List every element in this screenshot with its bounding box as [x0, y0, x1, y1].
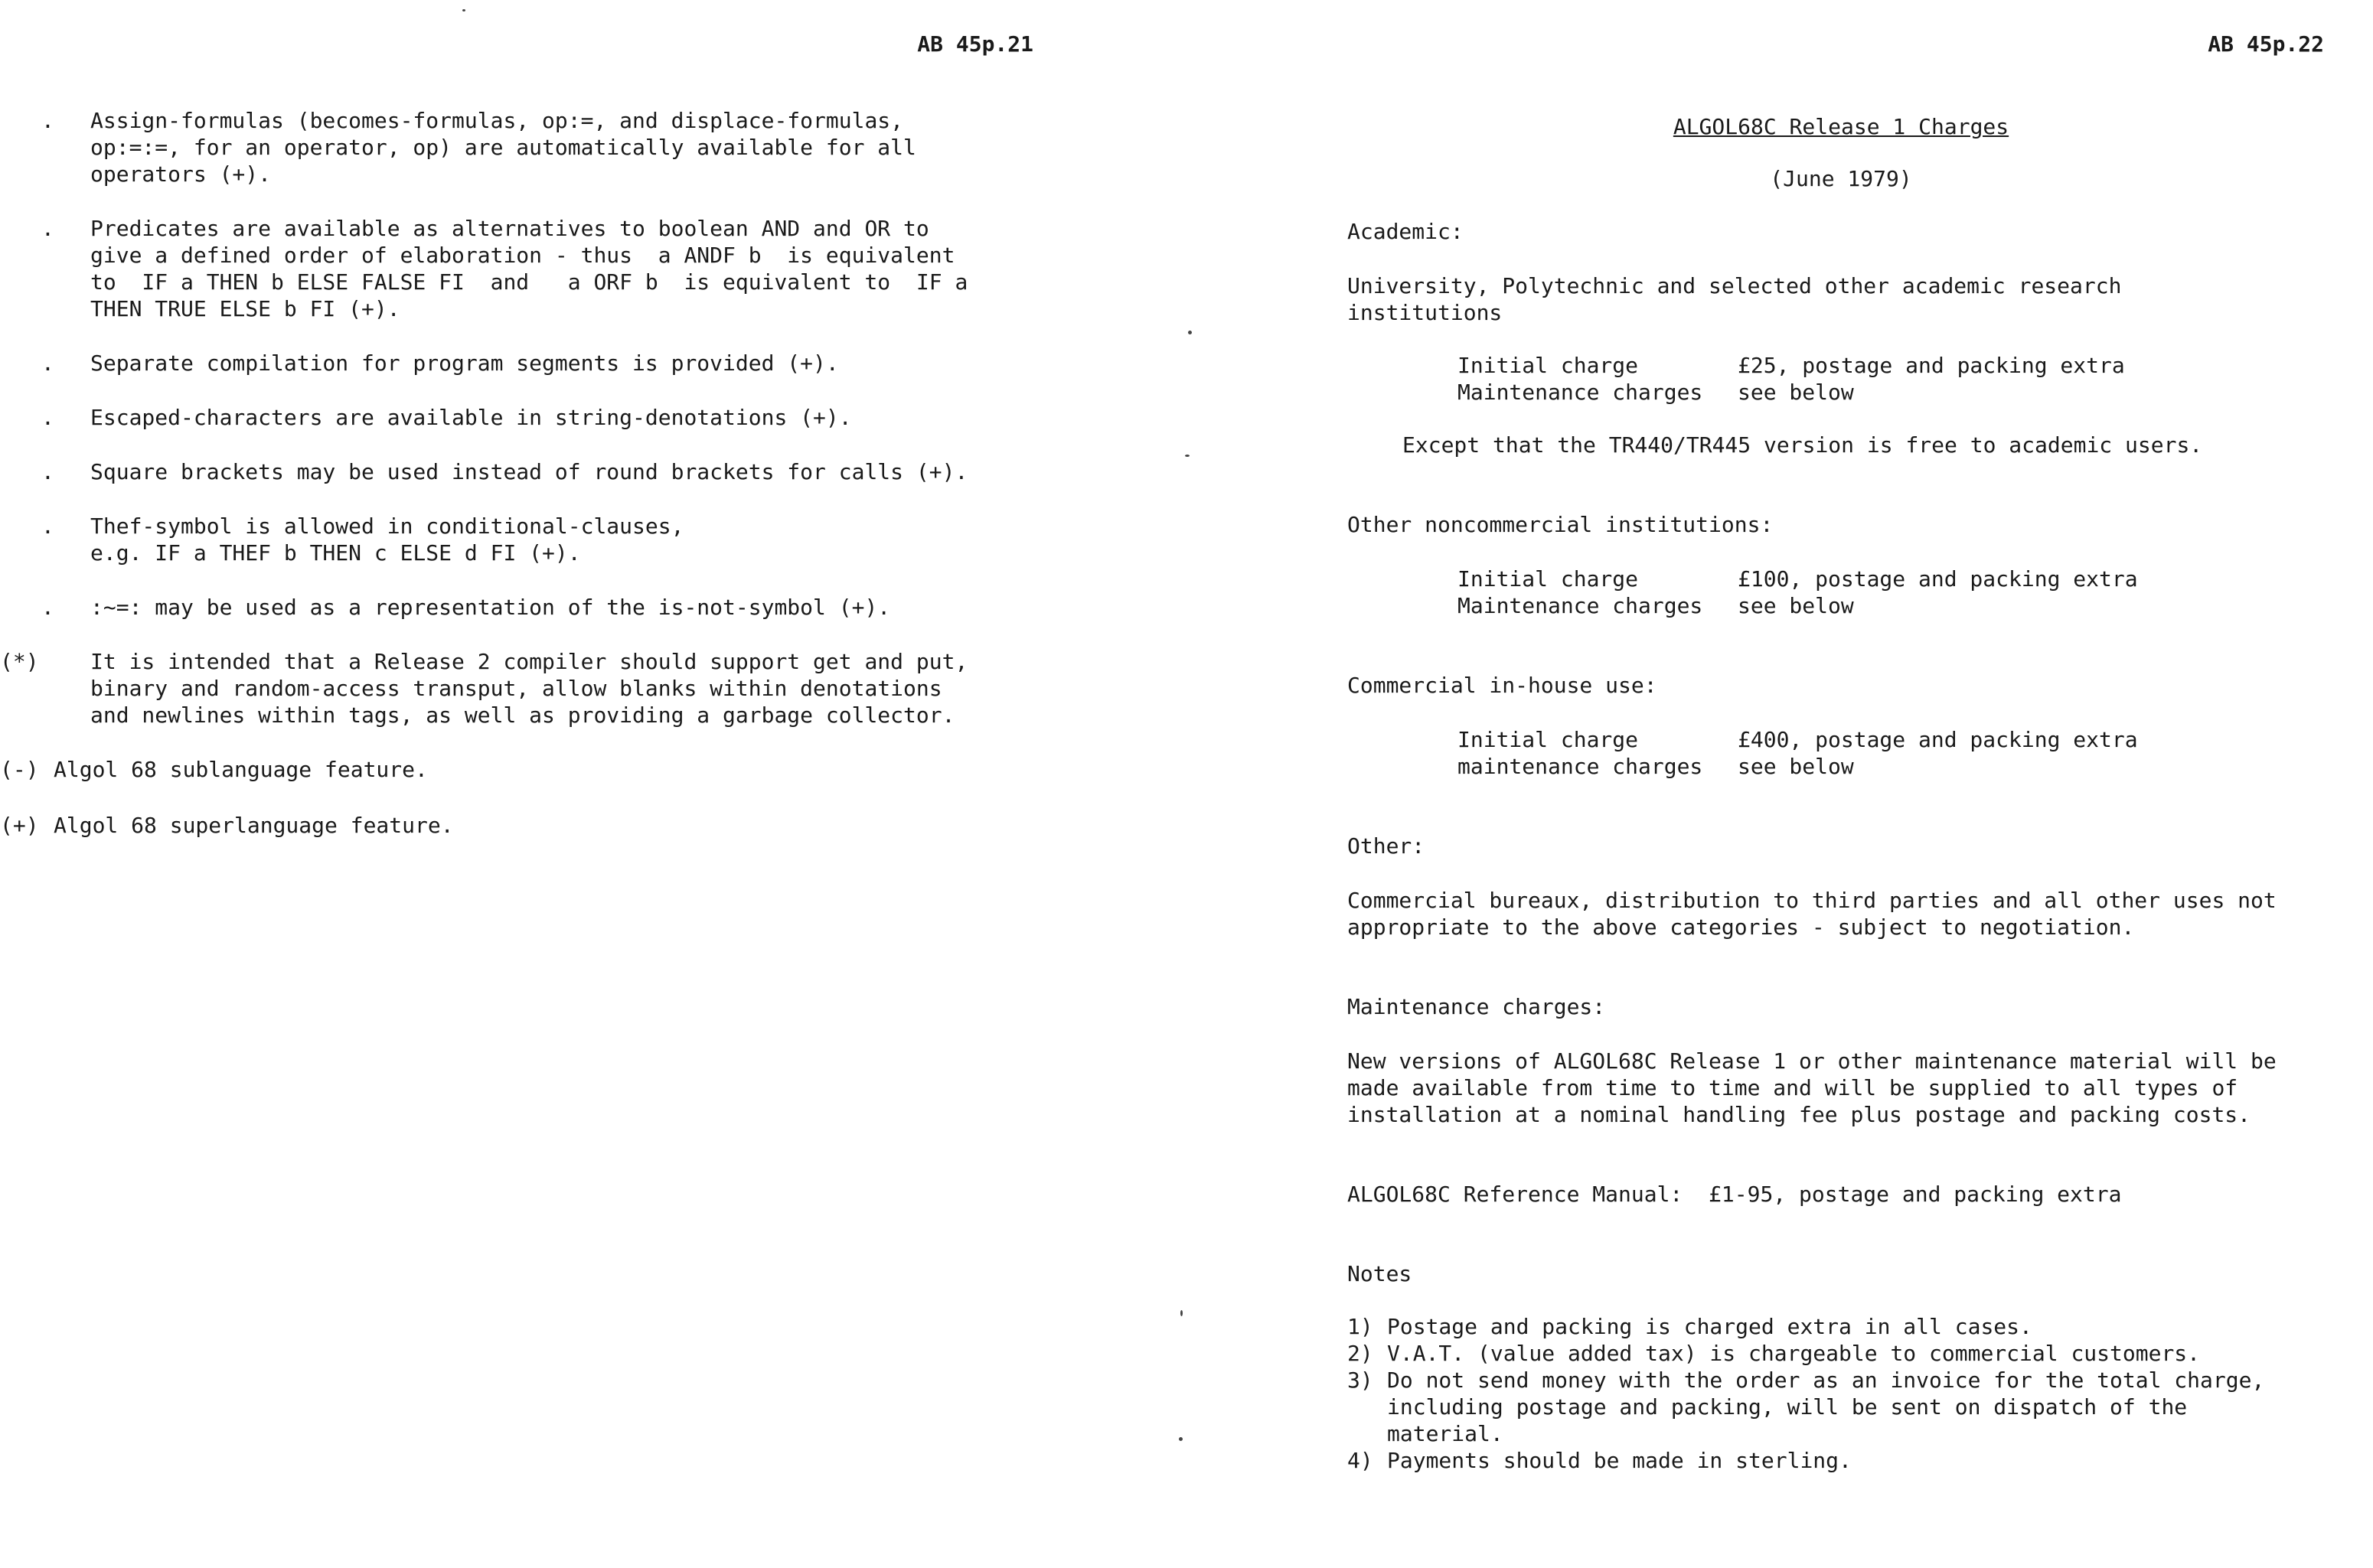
commercial-charges [1457, 726, 2335, 780]
noncommercial-charges [1457, 566, 2335, 619]
list-item [34, 350, 1029, 377]
academic-charges [1457, 352, 2335, 406]
initial-charge-value: £25, postage and packing extra [1738, 353, 2125, 378]
list-item [1347, 1313, 2335, 1340]
academic-heading: Academic: [1347, 219, 1464, 244]
notes-heading: Notes [1347, 1261, 1412, 1286]
list-item-text: Escaped-characters are available in string-denotations (+). [90, 405, 852, 430]
list-item [34, 458, 1029, 485]
maintenance-charge-value: see below [1738, 380, 1854, 405]
note-text: V.A.T. (value added tax) is chargeable to commercial customers. [1387, 1341, 2201, 1366]
reference-manual-price: ALGOL68C Reference Manual: £1-95, postage and packing extra [1347, 1182, 2122, 1207]
list-item-text: :~=: may be used as a representation of the is-not-symbol (+). [90, 595, 891, 620]
bullet-marker: . [41, 459, 54, 484]
footnote-item [0, 812, 1029, 839]
maintenance-charge-value: see below [1738, 593, 1854, 618]
list-item-text: Square brackets may be used instead of round brackets for calls (+). [90, 459, 968, 484]
scan-speck [462, 9, 465, 11]
footnote-text: Algol 68 superlanguage feature. [54, 813, 454, 838]
maintenance-charge-label: Maintenance charges [1457, 593, 1703, 618]
document-date: (June 1979) [1770, 166, 1912, 191]
initial-charge-label: Initial charge [1457, 353, 1639, 378]
list-item [34, 404, 1029, 431]
footnote-marker: (+) [0, 813, 39, 838]
other-text: Commercial bureaux, distribution to third parties and all other uses not appropriate to the above categories - subject to negotiation. [1347, 888, 2277, 940]
initial-charge-value: £100, postage and packing extra [1738, 566, 2138, 592]
left-page [0, 0, 1179, 1568]
note-number: 4) [1347, 1448, 1373, 1473]
maintenance-text: New versions of ALGOL68C Release 1 or other maintenance material will be made available from time to time and will be supplied to all types of installation at a nominal handling fee plus postage and packing costs. [1347, 1048, 2277, 1127]
initial-charge-label: Initial charge [1457, 566, 1639, 592]
footnote-marker: (-) [0, 757, 39, 782]
feature-list [0, 107, 1029, 866]
note-text: Postage and packing is charged extra in all cases. [1387, 1314, 2032, 1339]
initial-charge-label: Initial charge [1457, 727, 1639, 752]
scan-speck [1188, 331, 1192, 334]
footnote-marker: (*) [0, 649, 39, 674]
list-item-text: Thef-symbol is allowed in conditional-clauses, e.g. IF a THEF b THEN c ELSE d FI (+). [90, 513, 684, 566]
maintenance-charge-label: maintenance charges [1457, 754, 1703, 779]
noncommercial-heading: Other noncommercial institutions: [1347, 512, 1774, 537]
note-text: Payments should be made in sterling. [1387, 1448, 1852, 1473]
list-item [34, 215, 1029, 322]
note-text: Do not send money with the order as an invoice for the total charge, including postage and packing, will be sent on dispatch of the material. [1387, 1368, 2265, 1446]
right-page [1179, 0, 2373, 1568]
commercial-heading: Commercial in-house use: [1347, 673, 1657, 698]
left-page-number: AB 45p.21 [917, 31, 1033, 57]
notes-list [1347, 1313, 2335, 1474]
bullet-marker: . [41, 595, 54, 620]
footnote-text: Algol 68 sublanguage feature. [54, 757, 428, 782]
bullet-marker: . [41, 216, 54, 241]
note-number: 1) [1347, 1314, 1373, 1339]
bullet-marker: . [41, 350, 54, 376]
maintenance-charge-value: see below [1738, 754, 1854, 779]
academic-exception: Except that the TR440/TR445 version is free to academic users. [1402, 432, 2203, 458]
charges-document [1347, 107, 2335, 1474]
list-item-text: Assign-formulas (becomes-formulas, op:=, and displace-formulas, op:=:=, for an operator, op) are automatically available for all operators (+). [90, 108, 916, 187]
maintenance-charge-label: Maintenance charges [1457, 380, 1703, 405]
bullet-marker: . [41, 108, 54, 133]
maintenance-heading: Maintenance charges: [1347, 994, 1606, 1019]
bullet-marker: . [41, 405, 54, 430]
list-item-text: Separate compilation for program segments is provided (+). [90, 350, 839, 376]
right-page-number: AB 45p.22 [2208, 31, 2324, 57]
list-item [34, 594, 1029, 621]
document-title: ALGOL68C Release 1 Charges [1673, 114, 2009, 139]
bullet-marker: . [41, 513, 54, 539]
academic-description: University, Polytechnic and selected other academic research institutions [1347, 273, 2122, 325]
footnote-item [0, 648, 1029, 729]
list-item [1347, 1447, 2335, 1474]
list-item-text: Predicates are available as alternatives to boolean AND and OR to give a defined order of elaboration - thus a ANDF b is equivalent to IF a THEN b ELSE FALSE FI and a ORF b is equivalent to IF a THEN TRUE ELSE b FI (+). [90, 216, 968, 321]
scan-speck [1180, 1310, 1183, 1316]
note-number: 3) [1347, 1368, 1373, 1393]
list-item [1347, 1340, 2335, 1367]
scan-speck [1185, 455, 1190, 457]
list-item [34, 513, 1029, 566]
other-heading: Other: [1347, 833, 1425, 859]
list-item [1347, 1367, 2335, 1447]
footnote-item [0, 756, 1029, 783]
footnote-text: It is intended that a Release 2 compiler should support get and put, binary and random-access transput, allow blanks within denotations and newlines within tags, as well as providing a garbage collector. [90, 649, 968, 728]
list-item [34, 107, 1029, 187]
initial-charge-value: £400, postage and packing extra [1738, 727, 2138, 752]
scan-speck [1179, 1437, 1183, 1441]
note-number: 2) [1347, 1341, 1373, 1366]
